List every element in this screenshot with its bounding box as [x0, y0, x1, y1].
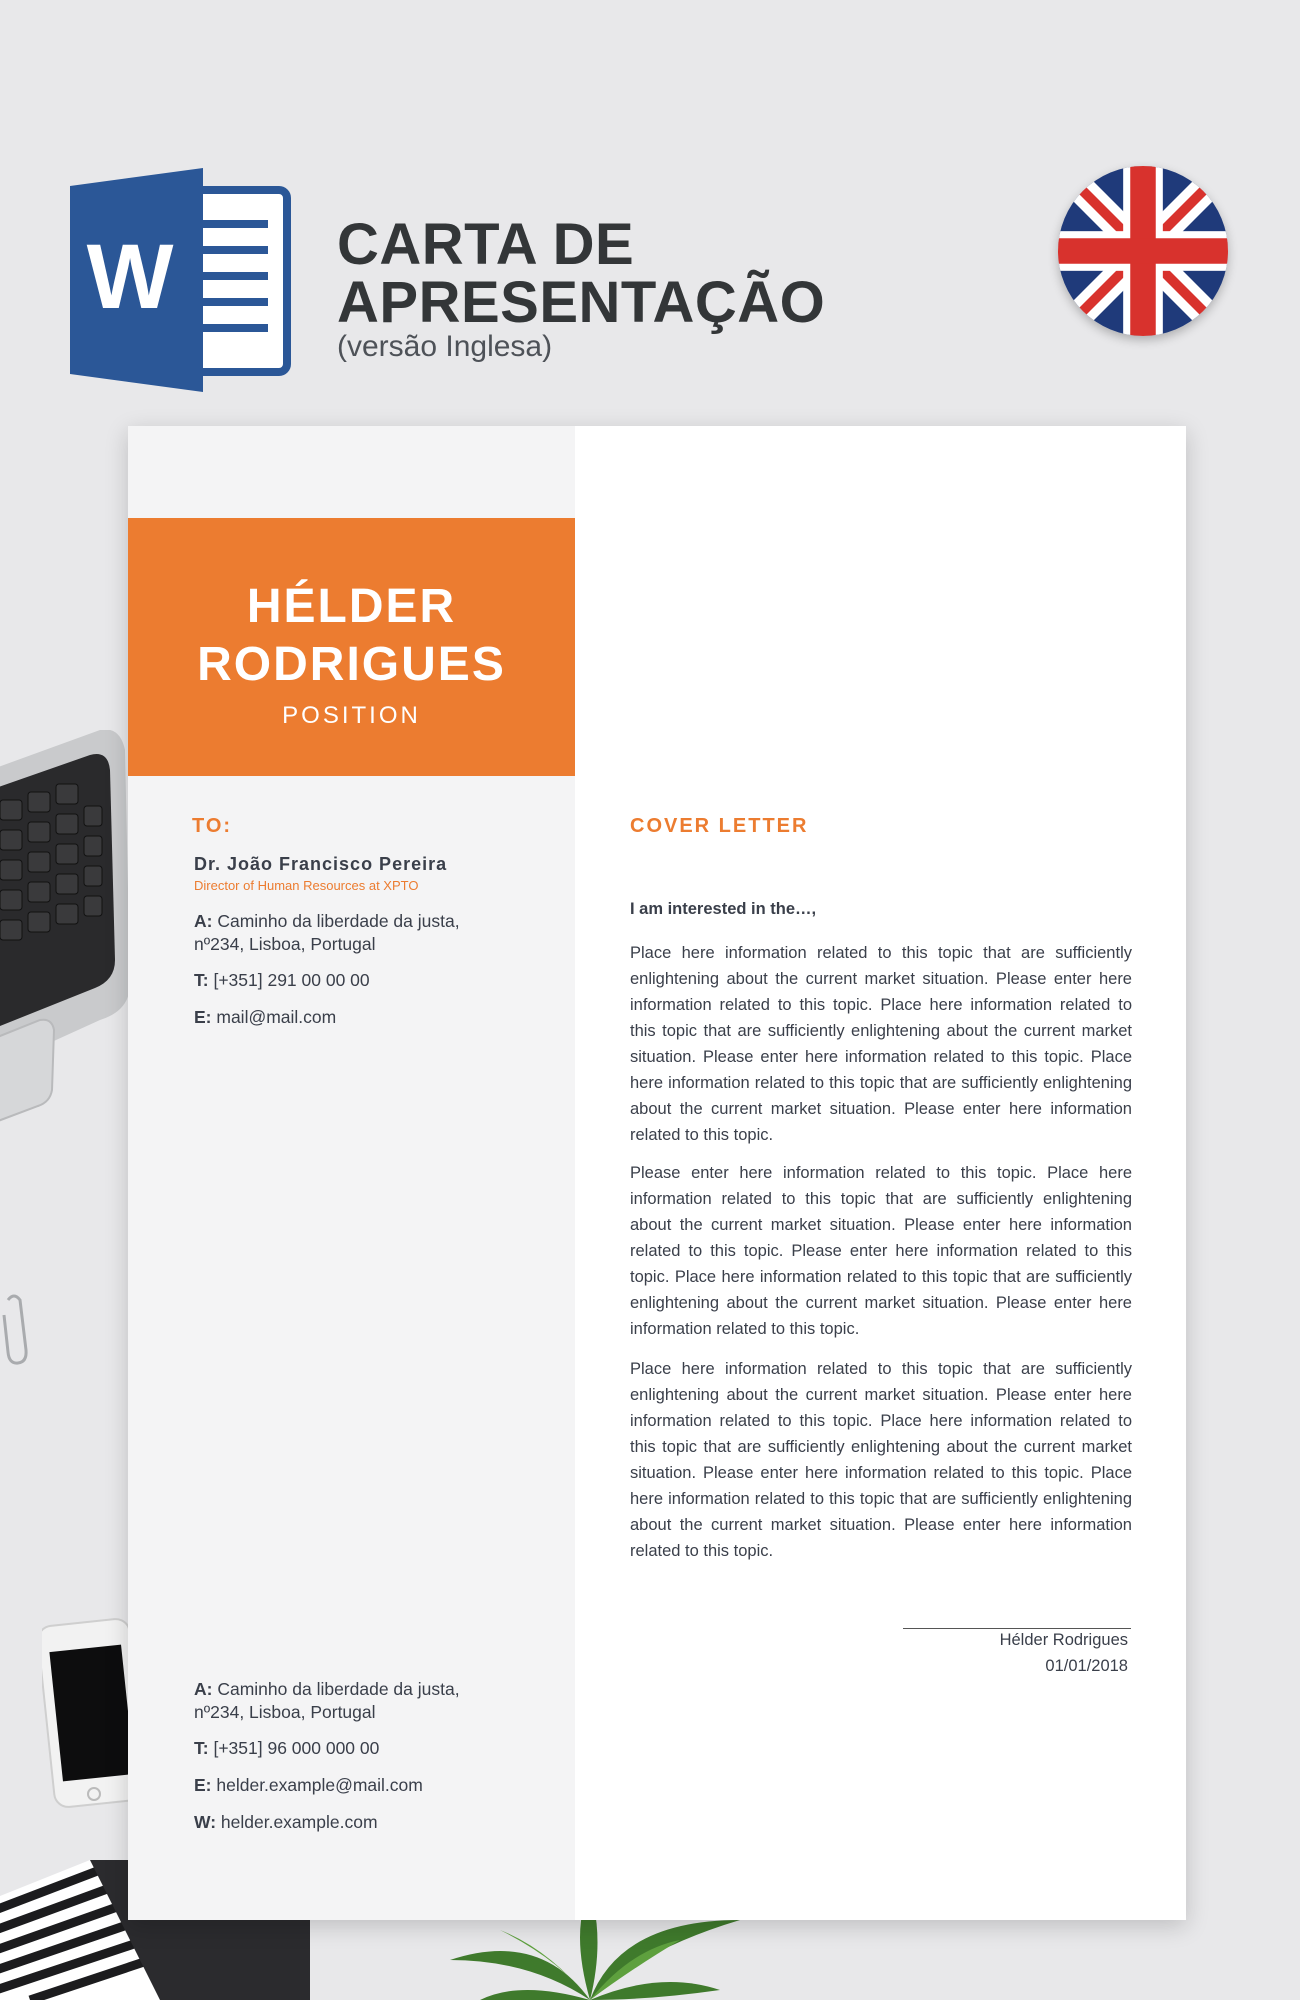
page-title	[337, 212, 826, 335]
recipient-email	[194, 1006, 336, 1029]
email-label: E:	[194, 1775, 212, 1795]
phone-label: T:	[194, 1738, 209, 1758]
last-name: RODRIGUES	[197, 638, 506, 691]
recipient-phone	[194, 969, 370, 992]
sender-website	[194, 1811, 378, 1834]
letter-paragraph: Place here information related to this topic that are sufficiently enlightening about the current market situation. Please enter here information related to this topic. Place here information related to this topic that are sufficiently enlightening about the current market situation. Please enter here information related to this topic. Place here information related to this topic that are sufficiently enlightening about the current market situation. Please enter here information related to this topic.	[630, 944, 1132, 1144]
phone-value: [+351] 291 00 00 00	[213, 970, 370, 990]
letter-greeting: I am interested in the…,	[630, 900, 817, 918]
address-line-2: nº234, Lisboa, Portugal	[194, 1702, 376, 1722]
sender-email	[194, 1774, 423, 1797]
sender-phone	[194, 1737, 379, 1760]
name-banner	[128, 518, 575, 776]
phone-label: T:	[194, 970, 209, 990]
cover-letter-document	[128, 426, 1186, 1920]
laptop-image	[0, 730, 140, 1150]
title-line-2: APRESENTAÇÃO	[337, 270, 826, 335]
recipient-address	[194, 910, 460, 956]
title-line-1: CARTA DE	[337, 212, 635, 277]
address-line-1: Caminho da liberdade da justa,	[217, 911, 460, 931]
email-value: helder.example@mail.com	[216, 1775, 423, 1795]
address-label: A:	[194, 911, 213, 931]
uk-flag-icon	[1058, 166, 1228, 336]
letter-paragraph: Place here information related to this topic that are sufficiently enlightening about the current market situation. Please enter here information related to this topic. Place here information related to this topic that are sufficiently enlightening about the current market situation. Please enter here information related to this topic. Place here information related to this topic that are sufficiently enlightening about the current market situation. Please enter here information related to this topic.	[630, 1360, 1132, 1560]
letter-heading: COVER LETTER	[630, 815, 809, 837]
recipient-name: Dr. João Francisco Pereira	[194, 854, 448, 874]
web-label: W:	[194, 1812, 217, 1832]
web-value: helder.example.com	[220, 1812, 378, 1832]
email-value: mail@mail.com	[216, 1007, 337, 1027]
word-logo-letter: W	[86, 226, 174, 328]
signature-date: 01/01/2018	[1045, 1657, 1128, 1675]
position-title: POSITION	[282, 702, 421, 729]
phone-value: [+351] 96 000 000 00	[213, 1738, 380, 1758]
address-line-2: nº234, Lisboa, Portugal	[194, 934, 376, 954]
first-name: HÉLDER	[246, 580, 457, 633]
letter-paragraph: Please enter here information related to this topic. Place here information related to this topic that are sufficiently enlightening about the current market situation. Please enter here information related to this topic. Please enter here information related to this topic. Place here information related to this topic that are sufficiently enlightening about the current market situation. Please enter here information related to this topic.	[630, 1164, 1132, 1338]
signature-name: Hélder Rodrigues	[999, 1631, 1128, 1649]
microsoft-word-icon	[70, 168, 295, 392]
sender-address	[194, 1678, 460, 1724]
signature-line	[903, 1628, 1131, 1629]
paper-clip-image	[0, 1290, 30, 1370]
address-label: A:	[194, 1679, 213, 1699]
email-label: E:	[194, 1007, 212, 1027]
to-label: TO:	[192, 815, 233, 837]
recipient-role: Director of Human Resources at XPTO	[194, 878, 419, 893]
address-line-1: Caminho da liberdade da justa,	[217, 1679, 460, 1699]
page-subtitle: (versão Inglesa)	[337, 330, 553, 363]
smartphone-image	[42, 1618, 142, 1808]
